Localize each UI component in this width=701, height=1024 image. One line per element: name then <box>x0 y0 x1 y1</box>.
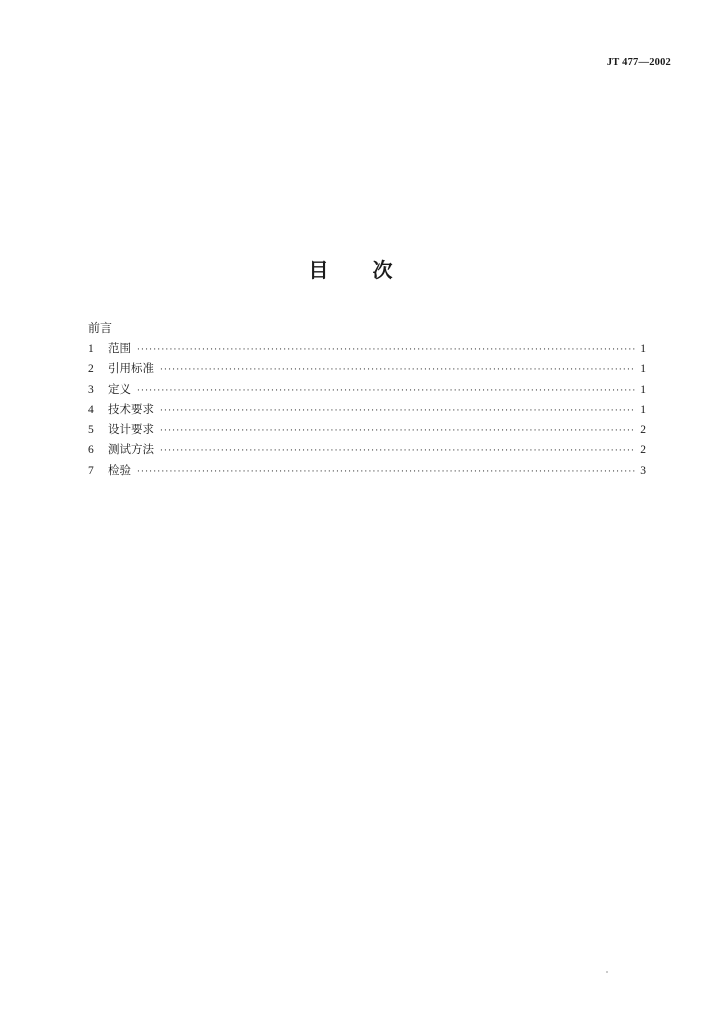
toc-title-char-1: 目 <box>308 258 329 282</box>
toc-entry-page: 3 <box>640 464 646 477</box>
toc-entry-page: 2 <box>640 444 646 457</box>
toc-entry[interactable] <box>88 358 646 378</box>
toc-entry[interactable] <box>88 399 646 419</box>
toc-entry-page: 1 <box>640 403 646 416</box>
toc-leader-dots <box>160 441 636 461</box>
toc-leader-dots <box>137 462 636 482</box>
toc-entry[interactable] <box>88 439 646 459</box>
standard-code: JT 477—2002 <box>606 57 671 68</box>
toc-entry[interactable] <box>88 419 646 439</box>
toc-entry[interactable] <box>88 338 646 358</box>
toc-entry-number: 6 <box>88 444 94 457</box>
scan-speck <box>606 971 608 973</box>
toc-entry-number: 1 <box>88 343 94 355</box>
toc-entry-number: 2 <box>88 363 94 376</box>
toc-entry-number: 4 <box>88 403 94 416</box>
toc-entry-page: 1 <box>640 343 646 355</box>
toc-entry-title: 引用标准 <box>108 361 154 376</box>
toc-entry[interactable] <box>88 379 646 399</box>
toc-entry-number: 7 <box>88 464 94 477</box>
toc-entry-title: 设计要求 <box>108 422 154 437</box>
toc-entry-title: 技术要求 <box>108 401 154 416</box>
toc-entry[interactable] <box>88 460 646 480</box>
toc-leader-dots <box>137 381 636 401</box>
toc-leader-dots <box>160 401 636 421</box>
table-of-contents <box>88 318 646 480</box>
toc-entry-title: 测试方法 <box>108 442 154 457</box>
toc-title-char-2: 次 <box>372 258 393 282</box>
toc-entry-title: 范围 <box>108 341 131 355</box>
toc-preface[interactable]: 前言 <box>88 321 113 335</box>
toc-entry-page: 1 <box>640 383 646 396</box>
toc-entry-title: 检验 <box>108 462 131 477</box>
toc-entry-page: 1 <box>640 363 646 376</box>
toc-entry-number: 3 <box>88 383 94 396</box>
toc-leader-dots <box>160 360 636 380</box>
toc-entry-title: 定义 <box>108 381 131 396</box>
toc-leader-dots <box>160 421 636 441</box>
toc-entry-number: 5 <box>88 424 94 437</box>
toc-leader-dots <box>137 340 636 360</box>
toc-title <box>0 254 701 283</box>
toc-entry-page: 2 <box>640 424 646 437</box>
